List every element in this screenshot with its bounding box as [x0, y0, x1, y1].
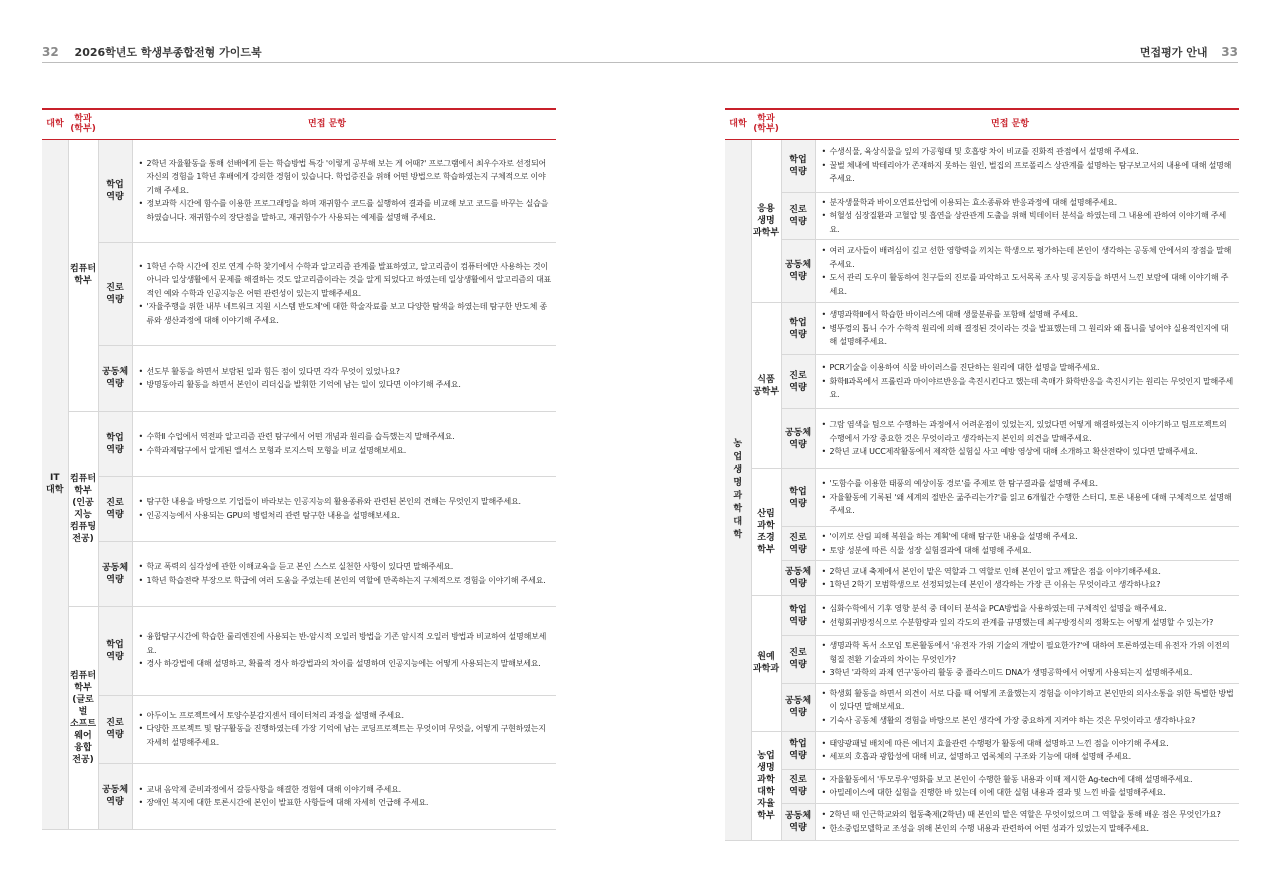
college-name: 농업생명과학대학 — [733, 438, 743, 540]
question-list — [815, 409, 1239, 469]
question-item: • 경사 하강법에 대해 설명하고, 확률적 경사 하강법과의 차이를 설명하며 인공지능에는 어떻게 사용되는지 말해보세요. — [139, 657, 553, 671]
competency-category: 진로 역량 — [781, 527, 815, 561]
competency-category: 진로 역량 — [98, 242, 132, 345]
question-row — [42, 242, 556, 345]
question-item: • 교내 음악제 준비과정에서 갈등사항을 해결한 경험에 대해 이야기해 주세요. — [139, 783, 553, 797]
department-cell: 산림 과학 조경 학부 — [751, 469, 781, 596]
competency-category: 공동체 역량 — [98, 345, 132, 411]
question-item: • 자율활동에 기록된 '왜 세계의 절반은 굶주리는가?'를 읽고 6개월간 수행한 스터디, 토론 내용에 대해 구체적으로 설명해주세요. — [822, 491, 1236, 518]
question-row — [725, 355, 1239, 409]
competency-category: 학업 역량 — [98, 606, 132, 695]
question-row — [42, 695, 556, 763]
right-page — [640, 0, 1280, 876]
question-row — [725, 409, 1239, 469]
question-list — [815, 636, 1239, 684]
question-row — [725, 803, 1239, 840]
question-list — [132, 242, 556, 345]
competency-category: 공동체 역량 — [781, 240, 815, 303]
competency-category: 진로 역량 — [781, 355, 815, 409]
question-item: • 선도부 활동을 하면서 보람된 일과 힘든 점이 있다면 각각 무엇이 있었나요? — [139, 365, 553, 379]
competency-category: 학업 역량 — [781, 139, 815, 192]
question-row — [42, 476, 556, 541]
question-item: • 분자생물학과 바이오연료산업에 이용되는 효소종류와 반응과정에 대해 설명해주세요. — [822, 196, 1236, 210]
header-college: 대학 — [42, 109, 68, 139]
department-cell: 컴퓨터 학부 (글로벌 소프트 웨어 융합 전공) — [68, 606, 98, 829]
left-page-header — [42, 44, 262, 60]
question-item: • PCR기술을 이용하여 식물 바이러스를 진단하는 원리에 대한 설명을 말해주세요. — [822, 361, 1236, 375]
question-list — [132, 411, 556, 476]
competency-category: 학업 역량 — [781, 469, 815, 527]
question-list — [815, 240, 1239, 303]
question-row — [725, 139, 1239, 192]
question-list — [132, 763, 556, 829]
question-item: • 기숙사 공동체 생활의 경험을 바탕으로 본인 생각에 가장 중요하게 지켜야 하는 것은 무엇이라고 생각하나요? — [822, 714, 1236, 728]
page-number: 33 — [1221, 45, 1238, 59]
competency-category: 학업 역량 — [781, 596, 815, 636]
question-row — [725, 303, 1239, 355]
question-row — [42, 763, 556, 829]
question-item: • 꿀벌 체내에 박테리아가 존재하지 못하는 원인, 벌집의 프로폴리스 상관계를 설명하는 탐구보고서의 내용에 대해 설명해 주세요. — [822, 159, 1236, 186]
question-item: • 수생식물, 육상식물을 잎의 가공형태 및 호흡량 차이 비교를 진화적 관점에서 설명해 주세요. — [822, 145, 1236, 159]
question-item: • 세포의 호흡과 광합성에 대해 비교, 설명하고 엽록체의 구조와 기능에 대해 설명해 주세요. — [822, 750, 1236, 764]
question-item: • 병뚜껑의 톱니 수가 수학적 원리에 의해 결정된 것이라는 것을 발표했는데 그 원리와 왜 톱니를 넣어야 실용적인지에 대해 설명해주세요. — [822, 322, 1236, 349]
question-item: • '도함수를 이용한 태풍의 예상이동 경로'를 주제로 한 탐구결과를 설명해 주세요. — [822, 477, 1236, 491]
question-item: • 2학년 때 인근학교와의 협동축제(2학년) 때 본인의 맡은 역할은 무엇이었으며 그 역할을 통해 배운 점은 무엇인가요? — [822, 808, 1236, 822]
competency-category: 공동체 역량 — [781, 409, 815, 469]
question-item: • 생명과학Ⅱ에서 학습한 바이러스에 대해 생물분류를 포함해 설명해 주세요. — [822, 308, 1236, 322]
question-list — [132, 606, 556, 695]
question-list — [815, 192, 1239, 240]
question-item: • 생명과학 독서 소모임 토론활동에서 '유전자 가위 기술의 개발이 필요한가?'에 대하여 토론하였는데 유전자 가위 이전의 형질 전환 기술과의 차이는 무엇인가? — [822, 639, 1236, 666]
question-item: • 자율활동에서 '투모루우'영화를 보고 본인이 수행한 활동 내용과 이때 제시한 Ag-tech에 대해 설명해주세요. — [822, 773, 1236, 787]
question-list — [132, 541, 556, 606]
college-cell — [725, 139, 751, 840]
department-cell: 농업 생명 과학 대학 자율 학부 — [751, 731, 781, 840]
question-item: • 장애인 복지에 대한 토론시간에 본인이 발표한 사항들에 대해 자세히 언급해 주세요. — [139, 796, 553, 810]
competency-category: 학업 역량 — [781, 731, 815, 769]
book-title: 2026학년도 학생부종합전형 가이드북 — [74, 46, 262, 59]
question-row — [725, 469, 1239, 527]
department-cell: 원예 과학과 — [751, 596, 781, 732]
college-cell: IT 대학 — [42, 139, 68, 829]
competency-category: 진로 역량 — [781, 769, 815, 803]
interview-question-table — [42, 108, 556, 830]
question-row — [725, 636, 1239, 684]
header-divider — [42, 62, 640, 63]
competency-category: 학업 역량 — [98, 139, 132, 242]
competency-category: 진로 역량 — [781, 192, 815, 240]
question-list — [815, 731, 1239, 769]
question-list — [132, 695, 556, 763]
question-row — [725, 769, 1239, 803]
question-row — [42, 541, 556, 606]
question-row — [725, 561, 1239, 596]
question-item: • 선형회귀방정식으로 수분함량과 잎의 각도의 관계를 규명했는데 최구방정식의 정확도는 어떻게 설명할 수 있는가? — [822, 616, 1236, 630]
table-header-row — [42, 109, 556, 139]
question-row — [42, 606, 556, 695]
header-questions: 면접 문항 — [98, 109, 556, 139]
question-item: • 정보과학 시간에 함수를 이용한 프로그래밍을 하며 재귀함수 코드를 실행하여 결과를 비교해 보고 코드를 바꾸는 실습을 하였습니다. 재귀함수의 장단점을 말하고, 재귀함수가 사용되는 예제를 설명해 주세요. — [139, 197, 553, 224]
question-item: • 1학년 2학기 모범학생으로 선정되었는데 본인이 생각하는 가장 큰 이유는 무엇이라고 생각하나요? — [822, 578, 1236, 592]
question-item: • 아밀레이스에 대한 실험을 진행한 바 있는데 이에 대한 실험 내용과 결과 및 느낀 바를 설명해주세요. — [822, 786, 1236, 800]
question-list — [815, 561, 1239, 596]
question-row — [725, 240, 1239, 303]
question-list — [815, 355, 1239, 409]
header-college: 대학 — [725, 109, 751, 139]
question-list — [132, 139, 556, 242]
header-dept: 학과 (학부) — [68, 109, 98, 139]
question-list — [815, 596, 1239, 636]
question-item: • 수학Ⅱ 수업에서 역전파 알고리즘 관련 탐구에서 어떤 개념과 원리를 습득했는지 말해주세요. — [139, 430, 553, 444]
question-item: • 심화수학에서 기후 영향 분석 중 데이터 분석을 PCA방법을 사용하였는데 구체적인 설명을 해주세요. — [822, 602, 1236, 616]
question-item: • 2학년 자율활동을 통해 선배에게 듣는 학습방법 특강 '이렇게 공부해 보는 게 어때?' 프로그램에서 최우수자로 선정되어 자신의 경험을 1학년 후배에게 강의한 경험이 있습니다. 학업증진을 위해 어떤 방법으로 학습하였는지 구체적으로 이야기해 주세요. — [139, 157, 553, 198]
question-item: • 허혈성 심장질환과 고혈압 및 흡연을 상관관계 도출을 위해 빅데이터 분석을 하였는데 그 내용에 관하여 이야기해 주세요. — [822, 209, 1236, 236]
question-item: • 한소중립모델학교 조성을 위해 본인의 수행 내용과 관련하여 어떤 성과가 있었는지 말해주세요. — [822, 822, 1236, 836]
question-row — [725, 192, 1239, 240]
competency-category: 공동체 역량 — [781, 803, 815, 840]
question-list — [815, 803, 1239, 840]
question-list — [132, 345, 556, 411]
department-cell: 컴퓨터 학부 (인공 지능 컴퓨팅 전공) — [68, 411, 98, 606]
question-row — [42, 139, 556, 242]
competency-category: 공동체 역량 — [98, 763, 132, 829]
question-item: • 인공지능에서 사용되는 GPU의 병렬처리 관련 탐구한 내용을 설명해보세요. — [139, 509, 553, 523]
question-row — [725, 731, 1239, 769]
header-divider — [640, 62, 1238, 63]
competency-category: 학업 역량 — [98, 411, 132, 476]
question-item: • 학생회 활동을 하면서 의견이 서로 다를 때 어떻게 조율했는지 경험을 이야기하고 본인만의 의사소통을 위한 특별한 방법이 있다면 말해보세요. — [822, 687, 1236, 714]
page-number: 32 — [42, 45, 59, 59]
question-item: • 여러 교사들이 배려심이 깊고 선한 영향력을 끼치는 학생으로 평가하는데 본인이 생각하는 공동체 안에서의 장점을 말해 주세요. — [822, 244, 1236, 271]
competency-category: 공동체 역량 — [98, 541, 132, 606]
department-cell: 응용 생명 과학부 — [751, 139, 781, 303]
question-item: • 토양 성분에 따른 식물 성장 실험결과에 대해 설명해 주세요. — [822, 544, 1236, 558]
right-page-header — [1140, 44, 1238, 60]
question-row — [725, 527, 1239, 561]
department-cell: 식품 공학부 — [751, 303, 781, 469]
competency-category: 공동체 역량 — [781, 561, 815, 596]
interview-question-table — [725, 108, 1239, 841]
competency-category: 학업 역량 — [781, 303, 815, 355]
question-item: • 화학Ⅱ과목에서 프롤린과 마이야르반응을 촉진시킨다고 했는데 촉매가 화학반응을 촉진시키는 원리는 무엇인지 말해주세요. — [822, 375, 1236, 402]
question-item: • 수학과제탐구에서 알게된 엘셔스 모형과 로지스틱 모형을 비교 설명해보세요. — [139, 444, 553, 458]
competency-category: 진로 역량 — [98, 695, 132, 763]
question-item: • 1학년 학습전략 부장으로 학급에 여러 도움을 주었는데 본인의 역할에 만족하는지 구체적으로 경험을 이야기해 주세요. — [139, 574, 553, 588]
question-item: • 다양한 프로젝트 및 탐구활동을 진행하였는데 가장 기억에 남는 코딩프로젝트는 무엇이며 무엇을, 어떻게 구현하였는지 자세히 설명해주세요. — [139, 722, 553, 749]
table-header-row — [725, 109, 1239, 139]
question-list — [815, 303, 1239, 355]
question-list — [815, 769, 1239, 803]
question-row — [42, 411, 556, 476]
competency-category: 진로 역량 — [781, 636, 815, 684]
question-list — [815, 527, 1239, 561]
question-list — [132, 476, 556, 541]
question-item: • '이끼로 산림 피해 복원을 하는 계획'에 대해 탐구한 내용을 설명해 주세요. — [822, 530, 1236, 544]
competency-category: 공동체 역량 — [781, 683, 815, 731]
section-title: 면접평가 안내 — [1139, 46, 1208, 59]
competency-category: 진로 역량 — [98, 476, 132, 541]
question-item: • 1학년 수학 시간에 진로 연계 수학 찾기에서 수학과 알고리즘 관계를 발표하였고, 알고리즘이 컴퓨터에만 사용하는 것이 아니라 일상생활에서 문제를 해결하는 것도 알고리즘이라는 것을 알게 되었다고 하였는데 일상생활에서 알고리즘의 대표적인 예와 수학과 인공지능은 어떤 관련성이 있는지 말해주세요. — [139, 260, 553, 301]
question-item: • 아두이노 프로젝트에서 토양수분감지센서 데이터처리 과정을 설명해 주세요. — [139, 709, 553, 723]
question-item: • 도서 관리 도우미 활동하여 친구들의 진로를 파악하고 도서목록 조사 및 공지등을 하면서 느낀 보람에 대해 이야기해 주세요. — [822, 271, 1236, 298]
question-item: • 탐구한 내용을 바탕으로 기업들이 바라보는 인공지능의 활용종류와 관련된 본인의 견해는 무엇인지 말해주세요. — [139, 495, 553, 509]
question-item: • 태양광패널 배치에 따른 에너지 효율관련 수행평가 활동에 대해 설명하고 느낀 점을 이야기해 주세요. — [822, 737, 1236, 751]
question-item: • 그람 염색을 팀으로 수행하는 과정에서 어려운점이 있었는지, 있었다면 어떻게 해결하였는지 이야기하고 팀프로젝트의 수행에서 가장 중요한 것은 무엇이라고 생각하는지 본인의 의견을 말해주세요. — [822, 418, 1236, 445]
header-dept: 학과 (학부) — [751, 109, 781, 139]
question-row — [725, 596, 1239, 636]
question-item: • '자율주행을 위한 내부 네트워크 지원 시스템 반도체'에 대한 학술자료를 보고 다양한 탐색을 하였는데 탐구한 반도체 종류와 생산과정에 대해 이야기해 주세요. — [139, 300, 553, 327]
department-cell: 컴퓨터 학부 — [68, 139, 98, 411]
question-list — [815, 139, 1239, 192]
question-item: • 학교 폭력의 심각성에 관한 이해교육을 듣고 본인 스스로 실천한 사항이 있다면 말해주세요. — [139, 560, 553, 574]
question-list — [815, 469, 1239, 527]
question-list — [815, 683, 1239, 731]
question-row — [725, 683, 1239, 731]
question-item: • 3학년 '과학의 과제 연구'동아리 활동 중 플라스미드 DNA가 생명공학에서 어떻게 사용되는지 설명해주세요. — [822, 666, 1236, 680]
question-item: • 2학년 교내 축제에서 본인이 맡은 역할과 그 역할로 인해 본인이 알고 깨달은 점을 이야기해주세요. — [822, 565, 1236, 579]
header-questions: 면접 문항 — [781, 109, 1239, 139]
question-item: • 2학년 교내 UCC제작활동에서 제작한 실험실 사고 예방 영상에 대해 소개하고 확산전략이 있다면 말해주세요. — [822, 445, 1236, 459]
question-row — [42, 345, 556, 411]
question-item: • 방명동아리 활동을 하면서 본인이 리더십을 발휘한 기억에 남는 일이 있다면 이야기해 주세요. — [139, 378, 553, 392]
question-item: • 융합탐구시간에 학습한 룰리엔진에 사용되는 반-암시적 오일러 방법을 기존 암시적 오일러 방법과 비교하여 설명해보세요. — [139, 630, 553, 657]
